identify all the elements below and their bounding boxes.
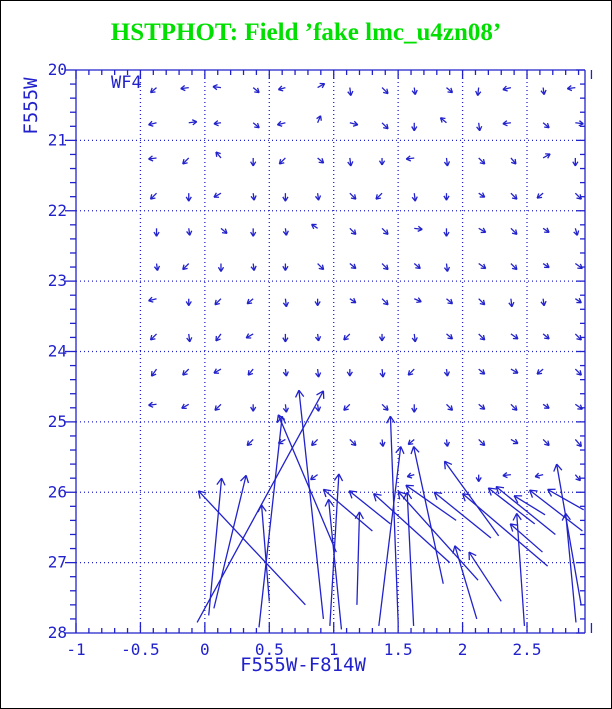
svg-text:-0.5: -0.5	[121, 640, 160, 659]
svg-text:28: 28	[47, 623, 67, 642]
y-axis-label: F555W	[20, 77, 42, 135]
svg-text:0.5: 0.5	[254, 640, 284, 659]
svg-text:26: 26	[47, 482, 67, 502]
svg-text:25: 25	[47, 411, 67, 431]
svg-text:1: 1	[328, 640, 339, 659]
svg-text:21: 21	[47, 130, 67, 150]
svg-text:23: 23	[47, 271, 67, 291]
svg-text:27: 27	[47, 552, 67, 572]
svg-text:1.5: 1.5	[383, 640, 413, 659]
field-chip-label: WF4	[111, 73, 142, 93]
plot-title: HSTPHOT: Field ’fake lmc_u4zn08’	[110, 19, 502, 46]
x-axis-label: F555W-F814W	[240, 654, 366, 676]
svg-text:2.5: 2.5	[512, 640, 542, 659]
quiver-plot	[1, 1, 611, 708]
svg-text:22: 22	[47, 200, 67, 220]
svg-text:-1: -1	[66, 640, 86, 659]
svg-text:2: 2	[457, 640, 468, 659]
svg-text:0: 0	[200, 640, 210, 659]
svg-text:24: 24	[47, 341, 67, 361]
svg-text:20: 20	[47, 60, 67, 79]
